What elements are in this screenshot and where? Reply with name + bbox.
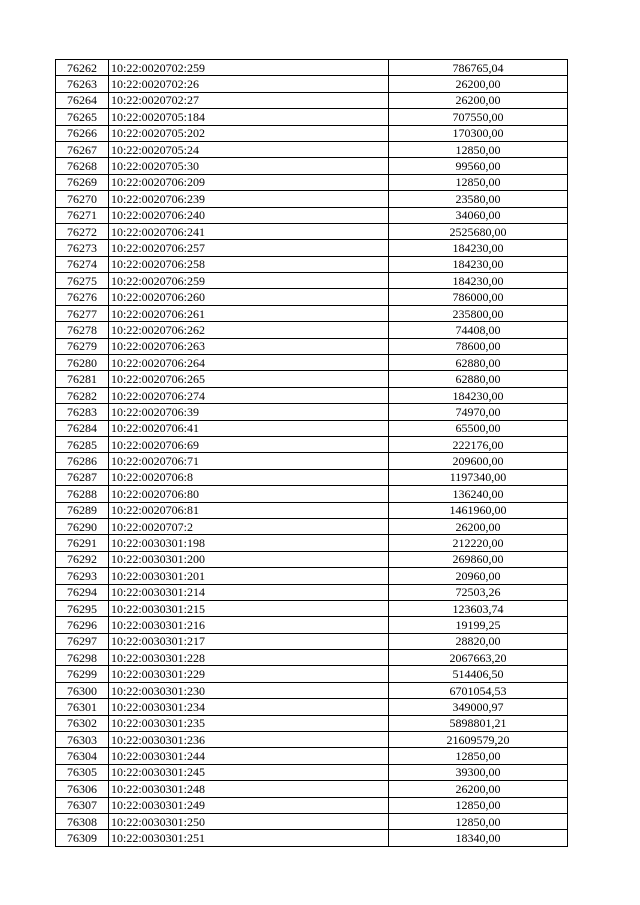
table-row (56, 600, 568, 616)
cadastral-value-cell: 6701054,53 (389, 682, 568, 698)
cadastral-value-cell: 12850,00 (389, 141, 568, 157)
cadastral-value-cell: 786765,04 (389, 60, 568, 76)
table-row (56, 486, 568, 502)
cadastral-value-cell: 209600,00 (389, 453, 568, 469)
row-number-cell: 76282 (56, 387, 109, 403)
cadastral-number-cell: 10:22:0020705:30 (109, 158, 389, 174)
row-number-cell: 76296 (56, 617, 109, 633)
cadastral-number-cell: 10:22:0030301:216 (109, 617, 389, 633)
cadastral-number-cell: 10:22:0030301:234 (109, 699, 389, 715)
row-number-cell: 76297 (56, 633, 109, 649)
row-number-cell: 76270 (56, 191, 109, 207)
table-row (56, 141, 568, 157)
cadastral-value-cell: 62880,00 (389, 355, 568, 371)
row-number-cell: 76275 (56, 273, 109, 289)
cadastral-number-cell: 10:22:0020706:259 (109, 273, 389, 289)
cadastral-number-cell: 10:22:0030301:230 (109, 682, 389, 698)
table-row (56, 813, 568, 829)
table-row (56, 764, 568, 780)
row-number-cell: 76284 (56, 420, 109, 436)
cadastral-value-cell: 23580,00 (389, 191, 568, 207)
cadastral-number-cell: 10:22:0020706:81 (109, 502, 389, 518)
cadastral-value-cell: 21609579,20 (389, 732, 568, 748)
cadastral-number-cell: 10:22:0020705:24 (109, 141, 389, 157)
cadastral-number-cell: 10:22:0030301:236 (109, 732, 389, 748)
cadastral-value-cell: 707550,00 (389, 109, 568, 125)
table-row (56, 125, 568, 141)
cadastral-value-cell: 184230,00 (389, 256, 568, 272)
cadastral-number-cell: 10:22:0020707:2 (109, 518, 389, 534)
cadastral-number-cell: 10:22:0020706:262 (109, 322, 389, 338)
cadastral-number-cell: 10:22:0030301:228 (109, 650, 389, 666)
table-row (56, 781, 568, 797)
row-number-cell: 76272 (56, 223, 109, 239)
row-number-cell: 76304 (56, 748, 109, 764)
cadastral-value-cell: 78600,00 (389, 338, 568, 354)
cadastral-number-cell: 10:22:0020706:257 (109, 240, 389, 256)
cadastral-number-cell: 10:22:0020702:26 (109, 76, 389, 92)
row-number-cell: 76263 (56, 76, 109, 92)
cadastral-value-cell: 12850,00 (389, 748, 568, 764)
table-row (56, 568, 568, 584)
cadastral-number-cell: 10:22:0020706:263 (109, 338, 389, 354)
cadastral-value-cell: 12850,00 (389, 813, 568, 829)
row-number-cell: 76268 (56, 158, 109, 174)
cadastral-number-cell: 10:22:0030301:229 (109, 666, 389, 682)
table-row (56, 240, 568, 256)
table-row (56, 305, 568, 321)
table-row (56, 256, 568, 272)
table-row (56, 338, 568, 354)
table-row (56, 502, 568, 518)
table-row (56, 109, 568, 125)
cadastral-value-cell: 65500,00 (389, 420, 568, 436)
table-row (56, 650, 568, 666)
table-body (56, 60, 568, 847)
cadastral-value-cell: 12850,00 (389, 797, 568, 813)
table-row (56, 699, 568, 715)
table-row (56, 584, 568, 600)
table-row (56, 207, 568, 223)
cadastral-value-cell: 235800,00 (389, 305, 568, 321)
cadastral-number-cell: 10:22:0020702:27 (109, 92, 389, 108)
cadastral-value-cell: 34060,00 (389, 207, 568, 223)
cadastral-value-cell: 62880,00 (389, 371, 568, 387)
row-number-cell: 76287 (56, 469, 109, 485)
cadastral-value-cell: 18340,00 (389, 830, 568, 846)
cadastral-number-cell: 10:22:0030301:214 (109, 584, 389, 600)
cadastral-value-cell: 39300,00 (389, 764, 568, 780)
row-number-cell: 76280 (56, 355, 109, 371)
cadastral-value-cell: 170300,00 (389, 125, 568, 141)
row-number-cell: 76308 (56, 813, 109, 829)
row-number-cell: 76291 (56, 535, 109, 551)
row-number-cell: 76266 (56, 125, 109, 141)
cadastral-value-cell: 184230,00 (389, 273, 568, 289)
table-row (56, 551, 568, 567)
row-number-cell: 76265 (56, 109, 109, 125)
cadastral-value-cell: 2067663,20 (389, 650, 568, 666)
cadastral-number-cell: 10:22:0030301:251 (109, 830, 389, 846)
cadastral-number-cell: 10:22:0030301:249 (109, 797, 389, 813)
row-number-cell: 76289 (56, 502, 109, 518)
cadastral-value-cell: 514406,50 (389, 666, 568, 682)
cadastral-number-cell: 10:22:0030301:235 (109, 715, 389, 731)
row-number-cell: 76301 (56, 699, 109, 715)
cadastral-number-cell: 10:22:0020706:265 (109, 371, 389, 387)
cadastral-number-cell: 10:22:0030301:248 (109, 781, 389, 797)
row-number-cell: 76292 (56, 551, 109, 567)
table-row (56, 682, 568, 698)
cadastral-number-cell: 10:22:0020706:41 (109, 420, 389, 436)
row-number-cell: 76271 (56, 207, 109, 223)
cadastral-number-cell: 10:22:0020702:259 (109, 60, 389, 76)
cadastral-value-cell: 26200,00 (389, 92, 568, 108)
table-row (56, 797, 568, 813)
cadastral-number-cell: 10:22:0020706:264 (109, 355, 389, 371)
cadastral-number-cell: 10:22:0020705:202 (109, 125, 389, 141)
cadastral-number-cell: 10:22:0020706:71 (109, 453, 389, 469)
table-row (56, 453, 568, 469)
cadastral-number-cell: 10:22:0020706:39 (109, 404, 389, 420)
cadastral-value-cell: 184230,00 (389, 240, 568, 256)
row-number-cell: 76306 (56, 781, 109, 797)
table-row (56, 666, 568, 682)
row-number-cell: 76298 (56, 650, 109, 666)
table-row (56, 92, 568, 108)
row-number-cell: 76278 (56, 322, 109, 338)
table-row (56, 617, 568, 633)
row-number-cell: 76269 (56, 174, 109, 190)
row-number-cell: 76274 (56, 256, 109, 272)
cadastral-number-cell: 10:22:0020706:274 (109, 387, 389, 403)
row-number-cell: 76276 (56, 289, 109, 305)
cadastral-value-cell: 26200,00 (389, 76, 568, 92)
row-number-cell: 76285 (56, 436, 109, 452)
table-row (56, 371, 568, 387)
table-row (56, 191, 568, 207)
table-row (56, 732, 568, 748)
cadastral-value-cell: 28820,00 (389, 633, 568, 649)
row-number-cell: 76283 (56, 404, 109, 420)
table-row (56, 273, 568, 289)
table-row (56, 158, 568, 174)
cadastral-number-cell: 10:22:0020706:8 (109, 469, 389, 485)
row-number-cell: 76293 (56, 568, 109, 584)
cadastral-number-cell: 10:22:0020706:209 (109, 174, 389, 190)
table-row (56, 518, 568, 534)
row-number-cell: 76303 (56, 732, 109, 748)
cadastral-number-cell: 10:22:0030301:198 (109, 535, 389, 551)
cadastral-value-cell: 184230,00 (389, 387, 568, 403)
cadastral-value-cell: 222176,00 (389, 436, 568, 452)
row-number-cell: 76273 (56, 240, 109, 256)
row-number-cell: 76277 (56, 305, 109, 321)
row-number-cell: 76309 (56, 830, 109, 846)
cadastral-value-cell: 74970,00 (389, 404, 568, 420)
table-row (56, 420, 568, 436)
cadastral-value-cell: 136240,00 (389, 486, 568, 502)
row-number-cell: 76279 (56, 338, 109, 354)
cadastral-value-cell: 99560,00 (389, 158, 568, 174)
cadastral-value-cell: 269860,00 (389, 551, 568, 567)
table-row (56, 223, 568, 239)
cadastral-value-cell: 212220,00 (389, 535, 568, 551)
table-row (56, 535, 568, 551)
cadastral-number-cell: 10:22:0020706:258 (109, 256, 389, 272)
table-row (56, 289, 568, 305)
cadastral-number-cell: 10:22:0030301:215 (109, 600, 389, 616)
table-row (56, 469, 568, 485)
cadastral-value-cell: 1197340,00 (389, 469, 568, 485)
cadastral-value-cell: 12850,00 (389, 174, 568, 190)
cadastral-number-cell: 10:22:0020706:261 (109, 305, 389, 321)
row-number-cell: 76290 (56, 518, 109, 534)
cadastral-value-cell: 19199,25 (389, 617, 568, 633)
table-row (56, 60, 568, 76)
row-number-cell: 76288 (56, 486, 109, 502)
table-row (56, 387, 568, 403)
table-row (56, 748, 568, 764)
table-row (56, 76, 568, 92)
cadastral-value-cell: 349000,97 (389, 699, 568, 715)
cadastral-value-table (55, 59, 568, 847)
cadastral-number-cell: 10:22:0020706:260 (109, 289, 389, 305)
cadastral-number-cell: 10:22:0020706:241 (109, 223, 389, 239)
cadastral-number-cell: 10:22:0030301:250 (109, 813, 389, 829)
table-row (56, 830, 568, 846)
cadastral-value-cell: 1461960,00 (389, 502, 568, 518)
cadastral-number-cell: 10:22:0020706:239 (109, 191, 389, 207)
row-number-cell: 76281 (56, 371, 109, 387)
cadastral-number-cell: 10:22:0030301:200 (109, 551, 389, 567)
row-number-cell: 76262 (56, 60, 109, 76)
row-number-cell: 76286 (56, 453, 109, 469)
row-number-cell: 76295 (56, 600, 109, 616)
table-row (56, 322, 568, 338)
cadastral-value-cell: 74408,00 (389, 322, 568, 338)
cadastral-number-cell: 10:22:0020706:240 (109, 207, 389, 223)
cadastral-number-cell: 10:22:0020706:80 (109, 486, 389, 502)
row-number-cell: 76267 (56, 141, 109, 157)
table-row (56, 715, 568, 731)
cadastral-value-cell: 5898801,21 (389, 715, 568, 731)
table-row (56, 404, 568, 420)
row-number-cell: 76294 (56, 584, 109, 600)
cadastral-value-cell: 2525680,00 (389, 223, 568, 239)
cadastral-number-cell: 10:22:0020705:184 (109, 109, 389, 125)
table-row (56, 436, 568, 452)
cadastral-number-cell: 10:22:0030301:217 (109, 633, 389, 649)
cadastral-value-cell: 72503,26 (389, 584, 568, 600)
row-number-cell: 76302 (56, 715, 109, 731)
cadastral-value-cell: 26200,00 (389, 781, 568, 797)
table-row (56, 174, 568, 190)
cadastral-number-cell: 10:22:0030301:245 (109, 764, 389, 780)
cadastral-number-cell: 10:22:0030301:201 (109, 568, 389, 584)
cadastral-number-cell: 10:22:0030301:244 (109, 748, 389, 764)
row-number-cell: 76305 (56, 764, 109, 780)
row-number-cell: 76299 (56, 666, 109, 682)
row-number-cell: 76300 (56, 682, 109, 698)
cadastral-value-cell: 786000,00 (389, 289, 568, 305)
cadastral-value-cell: 20960,00 (389, 568, 568, 584)
table-row (56, 633, 568, 649)
cadastral-number-cell: 10:22:0020706:69 (109, 436, 389, 452)
cadastral-value-cell: 26200,00 (389, 518, 568, 534)
row-number-cell: 76264 (56, 92, 109, 108)
table-row (56, 355, 568, 371)
cadastral-value-cell: 123603,74 (389, 600, 568, 616)
row-number-cell: 76307 (56, 797, 109, 813)
